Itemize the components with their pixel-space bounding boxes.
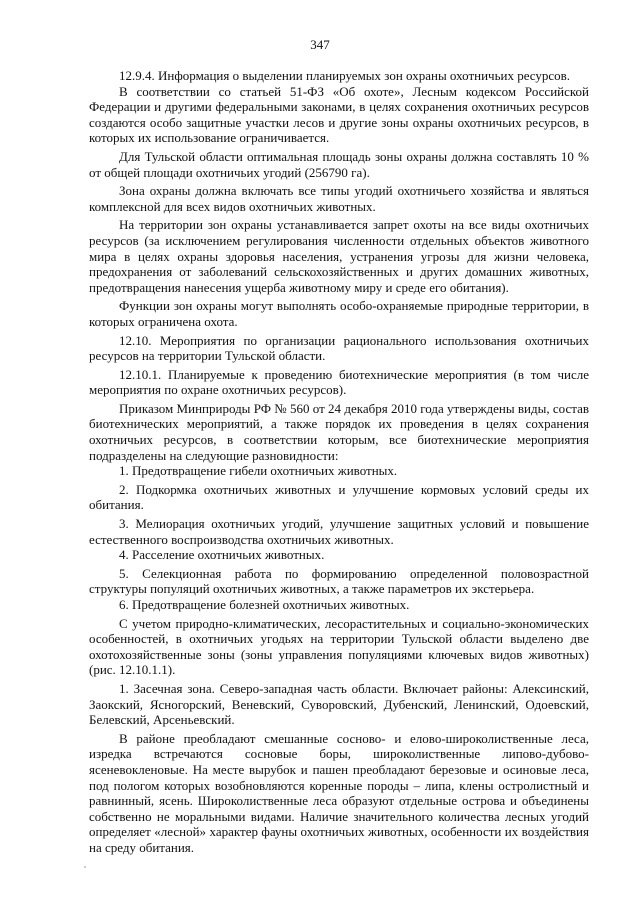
page-number: 347 [310,37,330,52]
list-item: 2. Подкормка охотничьих животных и улучшение кормовых условий среды их обитания. [89,481,589,513]
section-heading-12-9-4: 12.9.4. Информация о выделении планируемых зон охраны охотничьих ресурсов. [119,68,571,83]
paragraph: Зона охраны должна включать все типы угодий охотничьего хозяйства и являться комплексной для всех видов охотничьих животных. [89,183,589,214]
paragraph: На территории зон охраны устанавливается запрет охоты на все виды охотничьих ресурсов (за исключением регулирования численности отдельных объектов животного мира в целях охраны здоровья населения, устранения угрозы для жизни человека, предохранения от заболеваний сельскохозяйственных и других домашних животных, предотвращения нанесения ущерба животному миру и среде его обитания). [89,217,589,295]
section-heading-12-10: 12.10. Мероприятия по организации рационального использования охотничьих ресурсов на территории Тульской области. [89,332,589,364]
paragraph: В районе преобладают смешанные сосново- и елово-широколиственные леса, изредка встречаются сосновые боры, широколиственные липово-дубово-ясеневокленовые. На месте вырубок и пашен преобладают березовые и осиновые леса, под пологом которых возобновляются коренные породы – липа, клены остролистный и равнинный, ясень. Широколиственные леса образуют отдельные острова и объединены собственно не моральными видами. Наличие значительного количества лесных угодий определяет «лесной» характер фауны охотничьих животных, особенности их воздействия на среду обитания. [89,730,589,855]
section-heading-12-10-1: 12.10.1. Планируемые к проведению биотехнические мероприятия (в том числе мероприятия по охране охотничьих ресурсов). [89,366,589,398]
paragraph: 1. Засечная зона. Северо-западная часть области. Включает районы: Алексинский, Заокский, Ясногорский, Веневский, Суворовский, Дубенский, Ленинский, Одоевский, Белевский, Арсеньевский. [89,680,589,728]
list-item: 4. Расселение охотничьих животных. [119,547,325,563]
paragraph: Функции зон охраны могут выполнять особо-охраняемые природные территории, в которых ограничена охота. [89,298,589,329]
list-item: 3. Мелиорация охотничьих угодий, улучшение защитных условий и повышение естественного воспроизводства охотничьих животных. [89,516,589,547]
list-item: 1. Предотвращение гибели охотничьих животных. [119,463,398,479]
paragraph: В соответствии со статьей 51-ФЗ «Об охоте», Лесным кодексом Российской Федерации и другими федеральными законами, в целях сохранения охотничьих ресурсов создаются особо защитные участки лесов и другие зоны охраны охотничьих ресурсов, в которых их использование ограничивается. [89,83,589,146]
paragraph: С учетом природно-климатических, лесорастительных и социально-экономических особенностей, в охотничьих угодьях на территории Тульской области выделено две охотохозяйственные зоны (зоны управления популяциями ключевых видов животных) (рис. 12.10.1.1). [89,615,589,678]
list-item: 6. Предотвращение болезней охотничьих животных. [119,597,410,612]
list-item: 5. Селекционная работа по формированию определенной половозрастной структуры популяций охотничьих животных, а также параметров их экстерьера. [89,565,589,597]
paragraph: Приказом Минприроды РФ № 560 от 24 декабря 2010 года утверждены виды, состав биотехнических мероприятий, а также порядок их проведения в целях сохранения охотничьих ресурсов, в соответствии которым, все биотехнические мероприятия подразделены на следующие разновидности: [89,400,589,463]
document-body [89,68,589,856]
scan-speck [84,866,86,868]
paragraph: Для Тульской области оптимальная площадь зоны охраны должна составлять 10 % от общей площади охотничьих угодий (256790 га). [89,148,589,180]
